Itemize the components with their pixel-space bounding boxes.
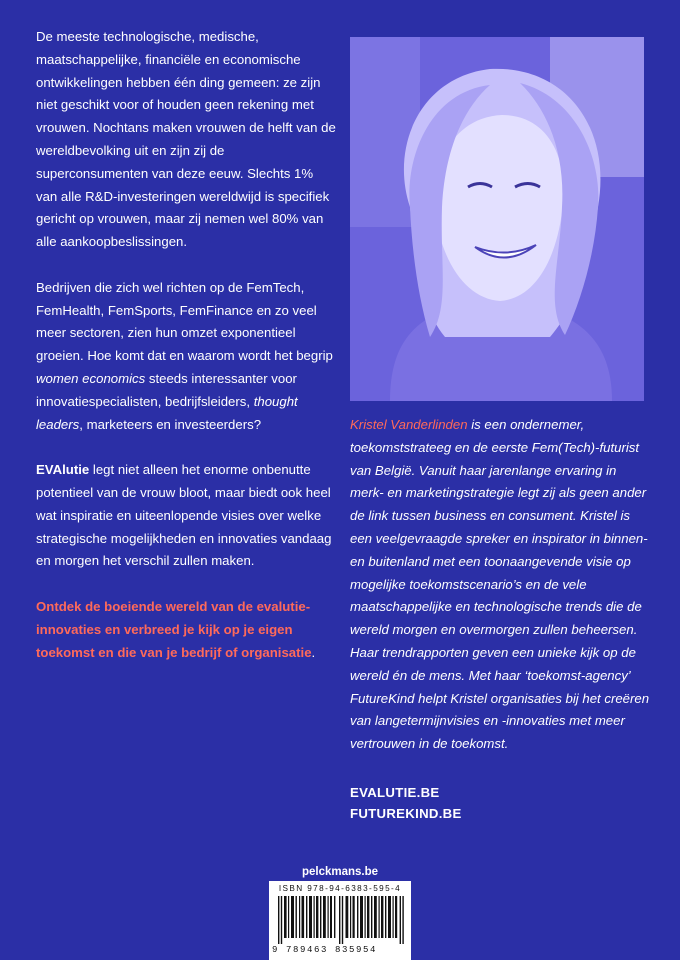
barcode-digits: 9 789463 835954 [272,945,378,955]
book-title-mention: EVAlutie [36,462,90,478]
author-bio-text: is een ondernemer, toekomststrateeg en de eerste Fem(Tech)-futurist van België. Vanuit haar jarenlange ervaring in merk- en marketingstrategie legt zij als geen ander de link tussen business en consument. Kristel is een veelgevraagde spreker en inspirator in binnen- en buitenland met een toonaangevende visie op mogelijke toekomstscenario’s en de vele maatschappelijke en technologische trends die de wereld morgen en overmorgen zullen beheersen. Haar trendrapporten geven een unieke kijk op de wereld én de mens. Met haar ‘toekomst-agency’ FutureKind helpt Kristel organisaties bij het creëren van langetermijnvisies en -innovaties met meer vertrouwen in de toekomst. [350,417,650,752]
second-paragraph: Bedrijven die zich wel richten op de FemTech, FemHealth, FemSports, FemFinance en zo veel meer sectoren, zien hun omzet exponentieel groeien. Hoe komt dat en waarom wordt het begrip women economics steeds interessanter voor innovatiespecialisten, bedrijfsleiders, thought leaders, marketeers en investeerders? [36,279,333,432]
thought-leaders-term: thought leaders [36,393,298,432]
women-economics-term: women economics [36,370,146,386]
back-cover-description [36,26,336,687]
isbn-number: ISBN 978-94-6383-595-4 [278,884,402,893]
intro-paragraph: De meeste technologische, medische, maatschappelijke, financiële en economische ontwikkelingen hebben één ding gemeen: ze zijn niet geschikt voor of houden geen rekening met vrouwen. Nochtans maken vrouwen de helft van de wereldbevolking uit en zijn zij de superconsumenten van deze eeuw. Slechts 1% van alle R&D-investeringen wereldwijd is specifiek gericht op vrouwen, maar zij nemen wel 80% van alle aankoopbeslissingen. [36,29,336,250]
author-photo [350,37,644,401]
website-links [350,782,462,824]
author-bio [350,414,650,756]
isbn-barcode [269,881,411,960]
futurekind-link[interactable]: FUTUREKIND.BE [350,806,462,821]
evalutie-link[interactable]: EVALUTIE.BE [350,785,440,800]
third-paragraph: EVAlutie legt niet alleen het enorme onbenutte potentieel van de vrouw bloot, maar biedt ook heel wat inspiratie en uiteenlopende visies over welke strategische mogelijkheden en innovaties vandaag en morgen het verschil zullen maken. [36,462,332,569]
author-name: Kristel Vanderlinden [350,417,468,432]
barcode-bars [278,896,404,944]
publisher-url: pelckmans.be [301,866,379,878]
author-portrait-illustration [350,37,644,401]
call-to-action: Ontdek de boeiende wereld van de evalutie-innovaties en verbreed je kijk op je eigen toekomst en die van je bedrijf of organisatie. [36,598,316,660]
